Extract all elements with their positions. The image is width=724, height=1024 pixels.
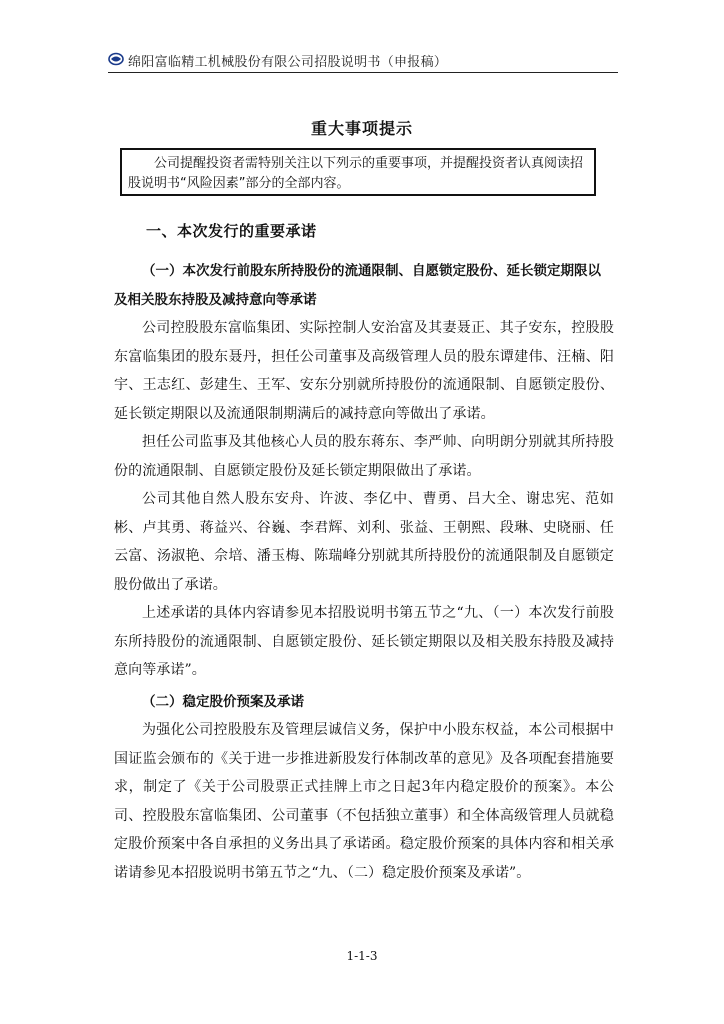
paragraph-5: 为强化公司控股股东及管理层诚信义务，保护中小股东权益，本公司根据中国证监会颁布的《关于进一步推进新股发行体制改革的意见》及各项配套措施要求，制定了《关于公司股票正式挂牌上市之日起3年内稳定股价的预案》。本公司、控股股东富临集团、公司董事（不包括独立董事）和全体高级管理人员就稳定股价预案中各自承担的义务出具了承诺函。稳定股价预案的具体内容和相关承诺请参见本招股说明书第五节之“九、（二）稳定股价预案及承诺”。 [114, 722, 614, 881]
notice-text: 公司提醒投资者需特别关注以下列示的重要事项，并提醒投资者认真阅读招股说明书“风险因素”部分的全部内容。 [128, 156, 584, 191]
notice-box [120, 148, 596, 196]
page-number: 1-1-3 [346, 949, 378, 963]
paragraph-4: 上述承诺的具体内容请参见本招股说明书第五节之“九、（一）本次发行前股东所持股份的流通限制、自愿锁定股份、延长锁定期限以及相关股东持股及减持意向等承诺”。 [114, 605, 614, 678]
paragraph-1: 公司控股股东富临集团、实际控制人安治富及其妻聂正、其子安东，控股股东富临集团的股东聂丹，担任公司董事及高级管理人员的股东谭建伟、汪楠、阳宇、王志红、彭建生、王军、安东分别就所持股份的流通限制、自愿锁定股份、延长锁定期限以及流通限制期满后的减持意向等做出了承诺。 [114, 320, 614, 422]
paragraph-2: 担任公司监事及其他核心人员的股东蒋东、李严帅、向明朗分别就其所持股份的流通限制、自愿锁定股份及延长锁定期限做出了承诺。 [114, 434, 614, 479]
header-title: 绵阳富临精工机械股份有限公司招股说明书（申报稿） [128, 55, 448, 70]
page-header [108, 50, 618, 73]
paragraph-3: 公司其他自然人股东安舟、许波、李亿中、曹勇、吕大全、谢忠宪、范如彬、卢其勇、蒋益兴、谷巍、李君辉、刘利、张益、王朝熙、段琳、史晓丽、任云富、汤淑艳、佘培、潘玉梅、陈瑞峰分别就其所持股份的流通限制及自愿锁定股份做出了承诺。 [114, 491, 614, 593]
section-heading: 一、本次发行的重要承诺 [146, 222, 317, 240]
subsection-heading-2: （二）稳定股价预案及承诺 [142, 694, 304, 710]
page-title: 重大事项提示 [310, 119, 413, 138]
company-logo-icon [108, 52, 124, 66]
subsection-heading-1: （一）本次发行前股东所持股份的流通限制、自愿锁定股份、延长锁定期限以及相关股东持股及减持意向等承诺 [114, 263, 601, 308]
